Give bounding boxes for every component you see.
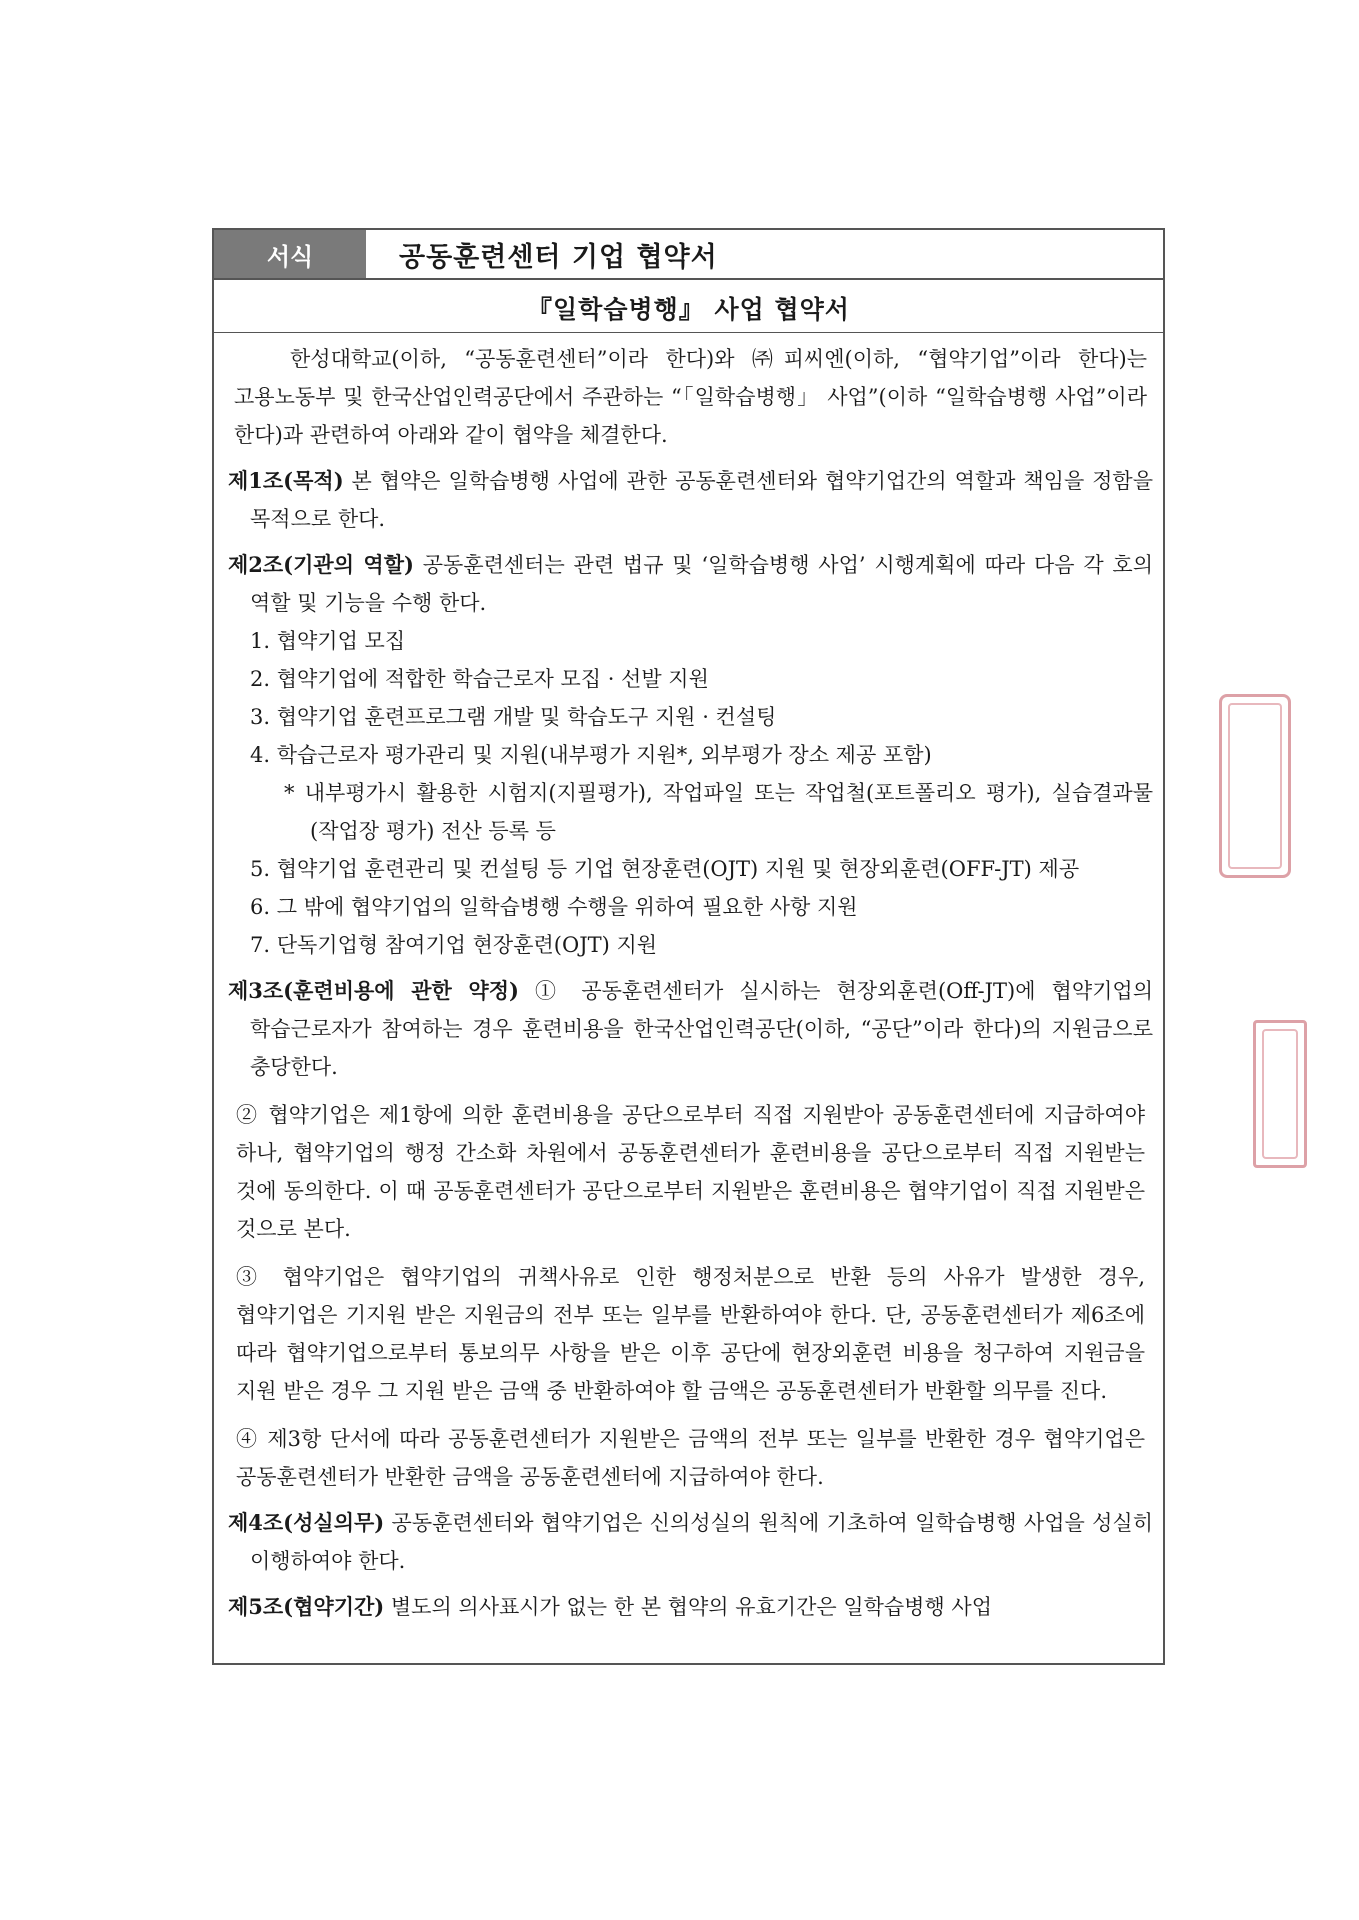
article-4-heading: 제4조(성실의무) — [228, 1510, 385, 1535]
form-header-title: 공동훈련센터 기업 협약서 — [399, 241, 718, 273]
article-3-clause-3: ③ 협약기업은 협약기업의 귀책사유로 인한 행정처분으로 반환 등의 사유가 발생한 경우, 협약기업은 기지원 받은 지원금의 전부 또는 일부를 반환하여야 한다. 단, 공동훈련센터가 제6조에 따라 협약기업으로부터 통보의무 사항을 받은 이후 공단에 현장외훈련 비용을 청구하여 지원금을 지원 받은 경우 그 지원 받은 금액 중 반환하여야 할 금액은 공동훈련센터가 반환할 의무를 진다. — [236, 1265, 1145, 1403]
article-3 — [228, 972, 1153, 1086]
list-item: 5. 협약기업 훈련관리 및 컨설팅 등 기업 현장훈련(OJT) 지원 및 현장외훈련(OFF-JT) 제공 — [250, 857, 1080, 881]
footnote: * 내부평가시 활용한 시험지(지필평가), 작업파일 또는 작업철(포트폴리오 평가), 실습결과물(작업장 평가) 전산 등록 등 — [284, 781, 1153, 843]
article-2-text: 공동훈련센터는 관련 법규 및 ‘일학습병행 사업’ 시행계획에 따라 다음 각 호의 역할 및 기능을 수행 한다. — [250, 553, 1153, 615]
article-2 — [228, 546, 1153, 622]
article-4 — [228, 1504, 1153, 1580]
list-item: 7. 단독기업형 참여기업 현장훈련(OJT) 지원 — [250, 933, 658, 957]
seal-stamp-icon — [1219, 694, 1291, 878]
list-item: 6. 그 밖에 협약기업의 일학습병행 수행을 위하여 필요한 사항 지원 — [250, 895, 858, 919]
article-2-heading: 제2조(기관의 역할) — [228, 552, 414, 577]
article-5 — [228, 1588, 1153, 1626]
article-1-text: 본 협약은 일학습병행 사업에 관한 공동훈련센터와 협약기업간의 역할과 책임을 정함을 목적으로 한다. — [250, 469, 1153, 531]
list-item: 1. 협약기업 모집 — [250, 629, 406, 653]
article-1-heading: 제1조(목적) — [228, 468, 344, 493]
document-body — [228, 340, 1153, 1626]
article-3-heading: 제3조(훈련비용에 관한 약정) — [228, 978, 519, 1003]
article-5-text: 별도의 의사표시가 없는 한 본 협약의 유효기간은 일학습병행 사업 — [384, 1595, 993, 1619]
form-header — [214, 230, 1163, 280]
article-3-clause-4: ④ 제3항 단서에 따라 공동훈련센터가 지원받은 금액의 전부 또는 일부를 반환한 경우 협약기업은 공동훈련센터가 반환한 금액을 공동훈련센터에 지급하여야 한다. — [236, 1427, 1145, 1489]
article-4-text: 공동훈련센터와 협약기업은 신의성실의 원칙에 기초하여 일학습병행 사업을 성실히 이행하여야 한다. — [250, 1511, 1153, 1573]
seal-stamp-icon — [1253, 1020, 1307, 1168]
document-title: 『일학습병행』 사업 협약서 — [214, 284, 1163, 333]
list-item: 2. 협약기업에 적합한 학습근로자 모집 · 선발 지원 — [250, 667, 709, 691]
article-3-clause-1: ① 공동훈련센터가 실시하는 현장외훈련(Off-JT)에 협약기업의 학습근로자가 참여하는 경우 훈련비용을 한국산업인력공단(이하, “공단”이라 한다)의 지원금으로 충당한다. — [250, 979, 1153, 1079]
article-5-heading: 제5조(협약기간) — [228, 1594, 385, 1619]
list-item: 4. 학습근로자 평가관리 및 지원(내부평가 지원*, 외부평가 장소 제공 포함) — [250, 743, 932, 767]
document-frame — [212, 228, 1165, 1665]
article-3-clause-2: ② 협약기업은 제1항에 의한 훈련비용을 공단으로부터 직접 지원받아 공동훈련센터에 지급하여야 하나, 협약기업의 행정 간소화 차원에서 공동훈련센터가 훈련비용을 공단으로부터 직접 지원받는 것에 동의한다. 이 때 공동훈련센터가 공단으로부터 지원받은 훈련비용은 협약기업이 직접 지원받은 것으로 본다. — [236, 1103, 1145, 1241]
article-1 — [228, 462, 1153, 538]
intro-paragraph: 한성대학교(이하, “공동훈련센터”이라 한다)와 ㈜피씨엔(이하, “협약기업”이라 한다)는 고용노동부 및 한국산업인력공단에서 주관하는 “「일학습병행」 사업”(이하 “일학습병행 사업”이라 한다)과 관련하여 아래와 같이 협약을 체결한다. — [234, 347, 1147, 447]
list-item: 3. 협약기업 훈련프로그램 개발 및 학습도구 지원 · 컨설팅 — [250, 705, 777, 729]
form-tag: 서식 — [214, 230, 366, 278]
